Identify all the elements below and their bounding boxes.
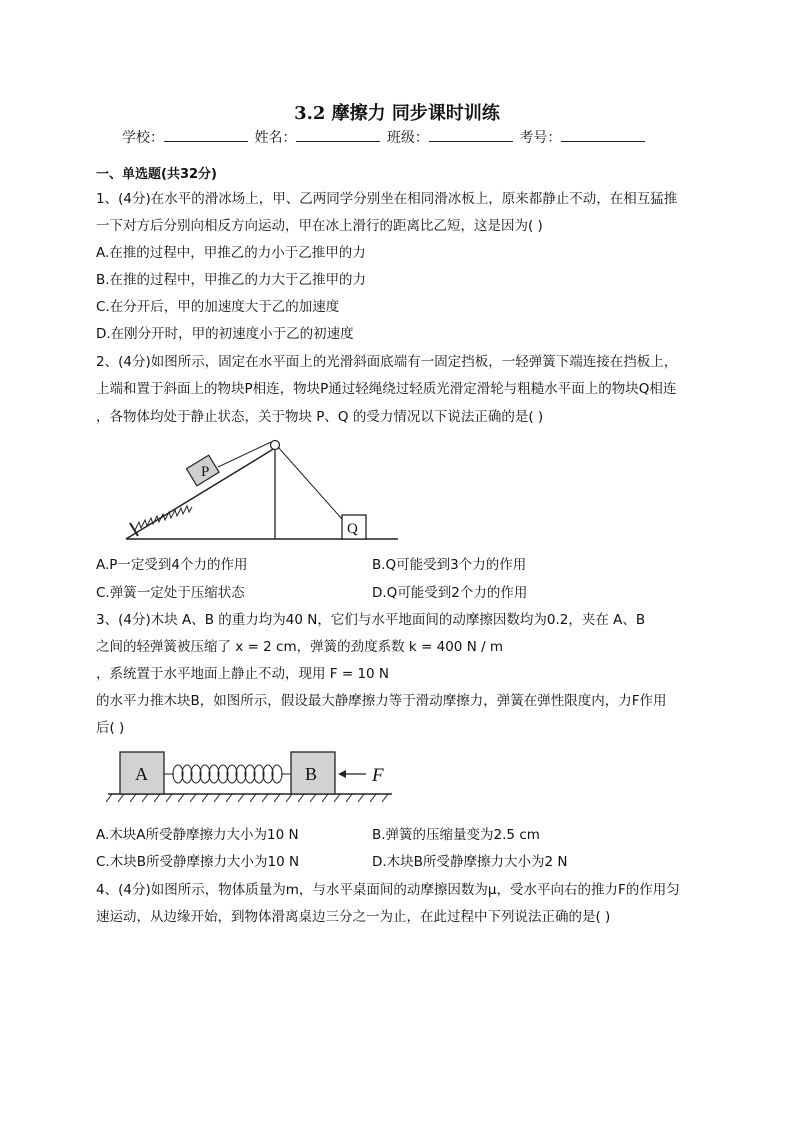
block-a-label: A	[135, 764, 148, 784]
block-b-label: B	[305, 764, 318, 784]
exam-no-label: 考号：	[519, 130, 562, 146]
q1-option-d[interactable]: D.在刚分开时，甲的初速度小于乙的初速度	[96, 326, 354, 342]
class-blank[interactable]	[429, 129, 513, 142]
incline-pulley-figure	[120, 438, 410, 544]
q3-stem-line3: ，系统置于水平地面上静止不动，现用 F = 10 N	[96, 666, 390, 682]
block-p-label: P	[201, 464, 210, 480]
q3-option-c[interactable]: C.木块B所受静摩擦力大小为10 N	[96, 854, 300, 870]
q1-stem-line2: 一下对方后分别向相反方向运动，甲在冰上滑行的距离比乙短，这是因为( )	[96, 218, 543, 234]
spring	[135, 506, 192, 530]
ground-hatching	[106, 794, 388, 802]
student-info-row	[122, 127, 647, 147]
class-label: 班级：	[386, 130, 429, 146]
school-label: 学校：	[122, 130, 164, 146]
q1-option-b[interactable]: B.在推的过程中，甲推乙的力大于乙推甲的力	[96, 272, 367, 288]
name-label: 姓名：	[254, 130, 297, 146]
q3-stem-line5: 后( )	[96, 720, 125, 736]
q2-stem-line1: 2、(4分)如图所示，固定在水平面上的光滑斜面底端有一固定挡板，一轻弹簧下端连接在挡板上，	[96, 354, 678, 370]
q2-stem-line3: ，各物体均处于静止状态，关于物块 P、Q 的受力情况以下说法正确的是( )	[96, 409, 544, 425]
q3-stem-line4: 的水平力推木块B，如图所示，假设最大静摩擦力等于滑动摩擦力，弹簧在弹性限度内，力F作用	[96, 693, 667, 709]
q3-stem-line2: 之间的轻弹簧被压缩了 x = 2 cm，弹簧的劲度系数 k = 400 N / m	[96, 639, 504, 655]
q2-option-c[interactable]: C.弹簧一定处于压缩状态	[96, 585, 245, 601]
exam-no-blank[interactable]	[561, 129, 645, 142]
q3-option-a[interactable]: A.木块A所受静摩擦力大小为10 N	[96, 827, 299, 843]
section-heading: 一、单选题(共32分)	[96, 167, 217, 182]
q1-option-c[interactable]: C.在分开后，甲的加速度大于乙的加速度	[96, 299, 340, 315]
spring	[164, 765, 291, 783]
q3-option-b[interactable]: B.弹簧的压缩量变为2.5 cm	[372, 827, 540, 843]
force-label: F	[372, 765, 384, 786]
q4-stem-line2: 速运动，从边缘开始，到物体滑离桌边三分之一为止，在此过程中下列说法正确的是( )	[96, 909, 611, 925]
school-blank[interactable]	[164, 129, 248, 142]
q2-option-d[interactable]: D.Q可能受到2个力的作用	[372, 585, 528, 601]
blocks-spring-figure	[104, 750, 396, 810]
q1-stem-line1: 1、(4分)在水平的滑冰场上，甲、乙两同学分别坐在相同滑冰板上，原来都静止不动，在相互猛推	[96, 191, 678, 207]
rope-q-side	[278, 447, 342, 519]
q2-option-a[interactable]: A.P一定受到4个力的作用	[96, 557, 248, 573]
force-arrowhead	[338, 770, 346, 778]
q4-stem-line1: 4、(4分)如图所示，物体质量为m，与水平桌面间的动摩擦因数为μ，受水平向右的推力F的作用匀	[96, 882, 680, 898]
q3-stem-line1: 3、(4分)木块 A、B 的重力均为40 N，它们与水平地面间的动摩擦因数均为0.2，夹在 A、B	[96, 612, 646, 628]
q1-option-a[interactable]: A.在推的过程中，甲推乙的力小于乙推甲的力	[96, 245, 366, 261]
block-q-label: Q	[347, 521, 358, 537]
q2-option-b[interactable]: B.Q可能受到3个力的作用	[372, 557, 527, 573]
name-blank[interactable]	[296, 129, 380, 142]
q3-option-d[interactable]: D.木块B所受静摩擦力大小为2 N	[372, 854, 568, 870]
pulley	[271, 441, 280, 450]
page-title: 3.2 摩擦力 同步课时训练	[294, 103, 500, 124]
q2-stem-line2: 上端和置于斜面上的物块P相连，物块P通过轻绳绕过轻质光滑定滑轮与粗糙水平面上的物块Q相连	[96, 381, 677, 397]
